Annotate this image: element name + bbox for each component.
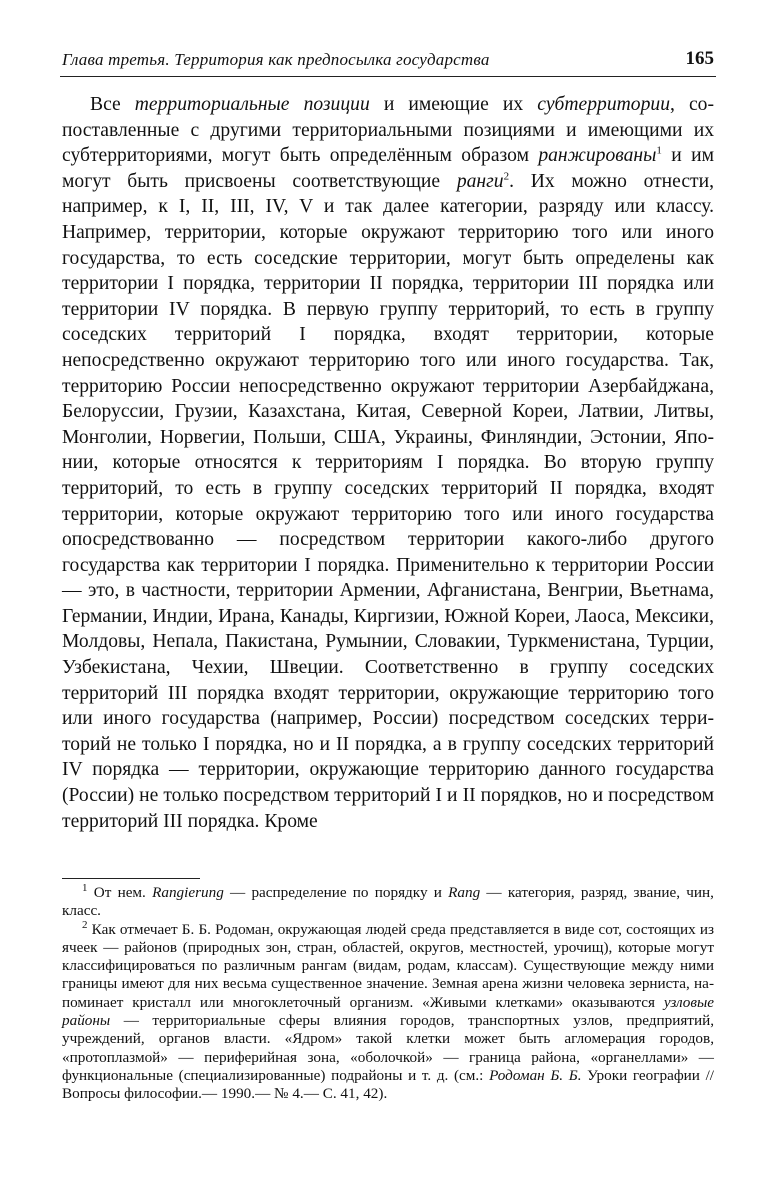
footnote-ref-2: 2 <box>503 170 510 183</box>
emphasis-term: Родоман Б. Б. <box>489 1066 582 1084</box>
footnote-2 <box>62 918 715 1104</box>
text-run: , сопоставленные с другими территориальными позициями и имеющими их субтерриториями, могут быть определённым образом <box>62 94 714 167</box>
running-title: Глава третья. Территория как предпосылка государства <box>62 50 490 69</box>
footnote-mark: 1 <box>82 881 88 894</box>
text-run: — территориальные сферы влияния городов, транспортных узлов, предприятий, учреждений, органов власти. «Ядром» такой клетки может быть агломерация городов, «протоплазмой» — периферийная зона, «оболочкой» — граница района, «органеллами» — функциональные (специализированные) подрайоны и т. д. (см.: <box>62 1012 714 1084</box>
page-number: 165 <box>685 48 714 69</box>
emphasis-term: узловые районы <box>62 993 714 1030</box>
emphasis-term: ранжированы <box>538 145 657 167</box>
footnotes <box>62 881 715 1104</box>
footnote-mark: 2 <box>82 918 88 931</box>
text-run: — категория, разряд, звание, чин, класс. <box>62 884 714 920</box>
text-run: . Их можно отнести, например, к I, II, III, IV, V и так далее категории, разряду или классу. Например, территории, которые окружают территорию того или иного государства, то есть соседские территории, могут быть определены как территории I порядка, территории II порядка, территории III порядка или территории IV порядка. В первую группу территорий, то есть в группу соседских территорий I порядка, входят территории, которые непосредственно окружают территорию того или иного государства. Так, территорию России непосредственно окружают территории Азербайджана, Белоруссии, Грузии, Казахстана, Китая, Северной Кореи, Латвии, Литвы, Монголии, Норвегии, Польши, США, Украины, Финляндии, Эстонии, Японии, которые относятся к территориям I порядка. Во вторую группу территорий, то есть в группу соседских территорий II порядка, входят территории, которые окружают территорию того или иного государства опосредствованно — посредством территории какого-либо другого государства как территории I порядка. Применительно к территории России — это, в частности, территории Армении, Афганистана, Венгрии, Вьетнама, Германии, Индии, Ирана, Канады, Киргизии, Южной Кореи, Лаоса, Мексики, Молдовы, Непала, Пакистана, Румынии, Словакии, Туркменистана, Турции, Узбекистана, Чехии, Швеции. Соответственно в группу соседских территорий III порядка входят территории, окружающие территорию того или иного государства (например, России) посредством соседских территорий не только I порядка, но и II порядка, а в группу соседских территорий IV порядка — территории, окружающие территорию данного государства (России) не только посредством территорий I и II порядков, но и посредством территорий III порядка. Кроме <box>62 170 714 832</box>
text-run: Уроки географии // Вопросы философии.— 1990.— № 4.— С. 41, 42). <box>62 1066 715 1103</box>
emphasis-term: субтерритории <box>537 94 670 115</box>
footnote-1 <box>62 881 714 921</box>
footnote-ref-1: 1 <box>656 144 662 157</box>
text-run: и имеющие их <box>369 94 538 115</box>
text-run: Все <box>90 94 135 115</box>
emphasis-term: территориальные позиции <box>134 94 370 115</box>
main-paragraph <box>62 92 714 834</box>
header-rule <box>60 76 716 77</box>
text-run: — распределение по порядку и <box>223 884 449 901</box>
page-header <box>62 46 714 74</box>
text-run: и им могут быть присвоены соответствующие <box>62 145 714 192</box>
emphasis-term: ранги <box>456 170 504 192</box>
text-run: Как отмечает Б. Б. Родоман, окружающая людей среда представляется в виде сот, состоящих из ячеек — районов (природных зон, стран, областей, округов, местностей, урочищ), которые могут классифицироваться по различным рангам (видам, родам, классам). Существующие между ними границы имеют для них весьма существенное значение. Земная арена жизни человека зерниста, напоминает кристалл или многоклеточный организм. «Живыми клетками» оказываются <box>62 920 714 1011</box>
text-run: От нем. <box>87 884 153 901</box>
emphasis-term: Rangierung <box>152 884 224 901</box>
footnote-rule <box>62 878 200 879</box>
emphasis-term: Rang <box>448 884 481 901</box>
